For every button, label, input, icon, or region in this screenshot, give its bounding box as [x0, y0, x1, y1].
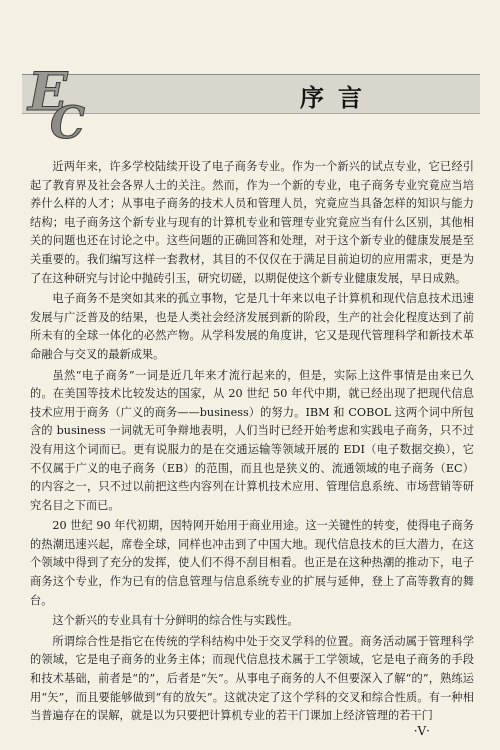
svg-text:C: C: [50, 98, 86, 142]
paragraph: 近两年来，许多学校陆续开设了电子商务专业。作为一个新兴的试点专业，它已经引起了教育界及社会各界人士的关注。然而，作为一个新的专业，电子商务专业究竟应当培养什么样的人才；从事电子商务的技术人员和管理人员，究竟应当具备怎样的知识与能力结构；电子商务这个新专业与现有的计算机专业和管理专业究竟应当有什么区别，其他相关的问题也还在讨论之中。这些问题的正确回答和处理，对于这个新专业的健康发展是至关重要的。我们编写这样一套教材，其目的不仅仅在于满足目前迫切的应用需求，更是为了在这种研究与讨论中抛砖引玉，研究切磋，以期促使这个新专业健康发展，早日成熟。: [30, 160, 474, 285]
paragraph: 20 世纪 90 年代初期，因特网开始用于商业用途。这一关键性的转变，使得电子商务的热潮迅速兴起，席卷全球，同样也冲击到了中国大地。现代信息技术的巨大潜力，在这个领域中得到了充分的发挥，使人们不得不刮目相看。也正是在这种热潮的推动下，电子商务这个专业，作为已有的信息管理与信息系统专业的扩展与延伸，登上了高等教育的舞台。: [30, 519, 474, 607]
svg-text:E: E: [28, 62, 68, 123]
page-title: 序言: [300, 83, 376, 112]
paragraph: 电子商务不是突如其来的孤立事物，它是几十年来以电子计算机和现代信息技术迅速发展与广泛普及的结果，也是人类社会经济发展到新的阶段，生产的社会化程度达到了前所未有的全球一体化的必然产物。从学科发展的角度讲，它又是现代管理科学和新技术革命融合与交叉的最新成果。: [30, 292, 474, 361]
page-number: ·V·: [413, 724, 430, 738]
paragraph: 虽然“电子商务”一词是近几年来才流行起来的，但是，实际上这件事情是由来已久的。在美国等技术比较发达的国家，从 20 世纪 50 年代中期，就已经出现了把现代信息技术应用于商务（广义的商务——business）的努力。IBM 和 COBOL 这两个词中所包含的 business 一词就无可争辩地表明，人们当时已经开始考虑和实践电子商务，只不过没有用这个词而已。更有说服力的是在交通运输等领域开展的 EDI（电子数据交换），它不仅属于广义的电子商务（EB）的范围，而且也是狭义的、流通领域的电子商务（EC）的内容之一，只不过以前把这些内容列在计算机技术应用、管理信息系统、市场营销等研究名目之下而已。: [30, 368, 474, 512]
paragraph: 所谓综合性是指它在传统的学科结构中处于交叉学科的位置。商务活动属于管理科学的领域，它是电子商务的业务主体；而现代信息技术属于工学领域，它是电子商务的手段和技术基础，前者是“的”，后者是“矢”。从事电子商务的人不但要深入了解“的”，熟练运用“矢”，而且要能够做到“有的放矢”。这就决定了这个学科的交叉和综合性质。有一种相当普遍存在的误解，就是以为只要把计算机专业的若干门课加上经济管理的若干门: [30, 634, 474, 723]
body-text: [30, 158, 474, 728]
ec-logo: [26, 60, 96, 142]
paragraph: 这个新兴的专业具有十分鲜明的综合性与实践性。: [52, 614, 299, 628]
